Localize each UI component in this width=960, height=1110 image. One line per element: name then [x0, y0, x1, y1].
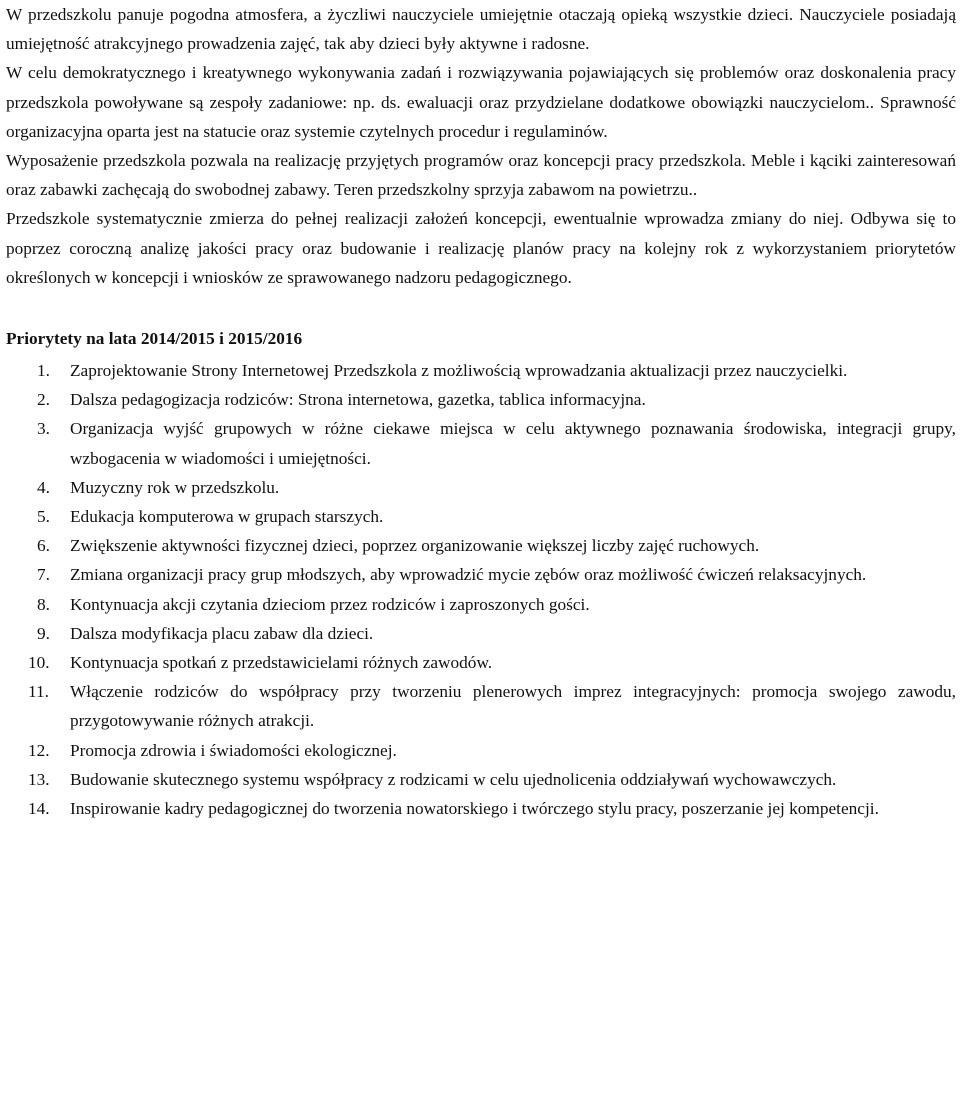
list-item — [6, 531, 956, 560]
document-page — [6, 0, 956, 823]
list-item-number: 1. — [37, 361, 50, 381]
list-item-text: Edukacja komputerowa w grupach starszych. — [70, 507, 384, 527]
list-item-text: Muzyczny rok w przedszkolu. — [70, 477, 280, 497]
list-item-text: Zmiana organizacji pracy grup młodszych, aby wprowadzić mycie zębów oraz możliwość ćwiczeń relaksacyjnych. — [70, 565, 867, 585]
list-item — [6, 356, 956, 385]
list-item — [6, 736, 956, 765]
paragraph-equipment: Wyposażenie przedszkola pozwala na realizację przyjętych programów oraz koncepcji pracy przedszkola. Meble i kąciki zainteresowań oraz zabawki zachęcają do swobodnej zabawy. Teren przedszkolny sprzyja zabawom na powietrzu.. — [6, 151, 956, 200]
list-item-text: Dalsza modyfikacja placu zabaw dla dzieci. — [70, 623, 374, 643]
list-item-number: 12. — [28, 740, 50, 760]
list-item — [6, 414, 956, 472]
list-item-number: 2. — [37, 390, 50, 410]
paragraph-task-teams: W celu demokratycznego i kreatywnego wykonywania zadań i rozwiązywania pojawiających się problemów oraz doskonalenia pracy przedszkola powoływane są zespoły zadaniowe: np. ds. ewaluacji oraz przydzielane dodatkowe obowiązki nauczycielom.. Sprawność organizacyjna oparta jest na statucie oraz systemie czytelnych procedur i regulaminów. — [6, 63, 956, 141]
list-item — [6, 385, 956, 414]
list-item — [6, 794, 956, 823]
spacer — [6, 292, 956, 320]
list-item-text: Budowanie skutecznego systemu współpracy z rodzicami w celu ujednolicenia oddziaływań wychowawczych. — [70, 769, 837, 789]
list-item-number: 8. — [37, 594, 50, 614]
list-item-text: Zwiększenie aktywności fizycznej dzieci, poprzez organizowanie większej liczby zajęć ruchowych. — [70, 536, 760, 556]
priorities-heading: Priorytety na lata 2014/2015 i 2015/2016 — [6, 329, 303, 349]
list-item-text: Promocja zdrowia i świadomości ekologicznej. — [70, 740, 397, 760]
list-item-text: Organizacja wyjść grupowych w różne ciekawe miejsca w celu aktywnego poznawania środowiska, integracji grupy, wzbogacenia w wiadomości i umiejętności. — [70, 419, 956, 468]
list-item-number: 9. — [37, 623, 50, 643]
list-item-number: 11. — [28, 682, 49, 702]
list-item-text: Włączenie rodziców do współpracy przy tworzeniu plenerowych imprez integracyjnych: promocja swojego zawodu, przygotowywanie różnych atrakcji. — [70, 682, 956, 731]
list-item-number: 13. — [28, 769, 50, 789]
list-item-text: Zaprojektowanie Strony Internetowej Przedszkola z możliwością wprowadzania aktualizacji przez nauczycielki. — [70, 361, 848, 381]
list-item-number: 10. — [28, 653, 50, 673]
list-item-number: 7. — [37, 565, 50, 585]
paragraph-concept-realization: Przedszkole systematycznie zmierza do pełnej realizacji założeń koncepcji, ewentualnie wprowadza zmiany do niej. Odbywa się to poprzez coroczną analizę jakości pracy oraz budowanie i realizację planów pracy na kolejny rok z wykorzystaniem priorytetów określonych w koncepcji i wniosków ze sprawowanego nadzoru pedagogicznego. — [6, 209, 956, 287]
list-item — [6, 560, 956, 589]
list-item-text: Dalsza pedagogizacja rodziców: Strona internetowa, gazetka, tablica informacyjna. — [70, 390, 646, 410]
list-item-number: 3. — [37, 419, 50, 439]
list-item-text: Kontynuacja akcji czytania dzieciom przez rodziców i zaproszonych gości. — [70, 594, 590, 614]
list-item — [6, 619, 956, 648]
list-item — [6, 502, 956, 531]
list-item-number: 6. — [37, 536, 50, 556]
list-item-number: 14. — [28, 799, 50, 819]
list-item-number: 4. — [37, 477, 50, 497]
list-item-number: 5. — [37, 507, 50, 527]
list-item — [6, 648, 956, 677]
list-item — [6, 765, 956, 794]
paragraph-atmosphere: W przedszkolu panuje pogodna atmosfera, a życzliwi nauczyciele umiejętnie otaczają opieką wszystkie dzieci. Nauczyciele posiadają umiejętność atrakcyjnego prowadzenia zajęć, tak aby dzieci były aktywne i radosne. — [6, 5, 956, 54]
list-item — [6, 473, 956, 502]
list-item — [6, 677, 956, 735]
list-item-text: Kontynuacja spotkań z przedstawicielami różnych zawodów. — [70, 653, 493, 673]
list-item — [6, 590, 956, 619]
list-item-text: Inspirowanie kadry pedagogicznej do tworzenia nowatorskiego i twórczego stylu pracy, poszerzanie jej kompetencji. — [70, 799, 879, 819]
priorities-list — [6, 356, 956, 823]
